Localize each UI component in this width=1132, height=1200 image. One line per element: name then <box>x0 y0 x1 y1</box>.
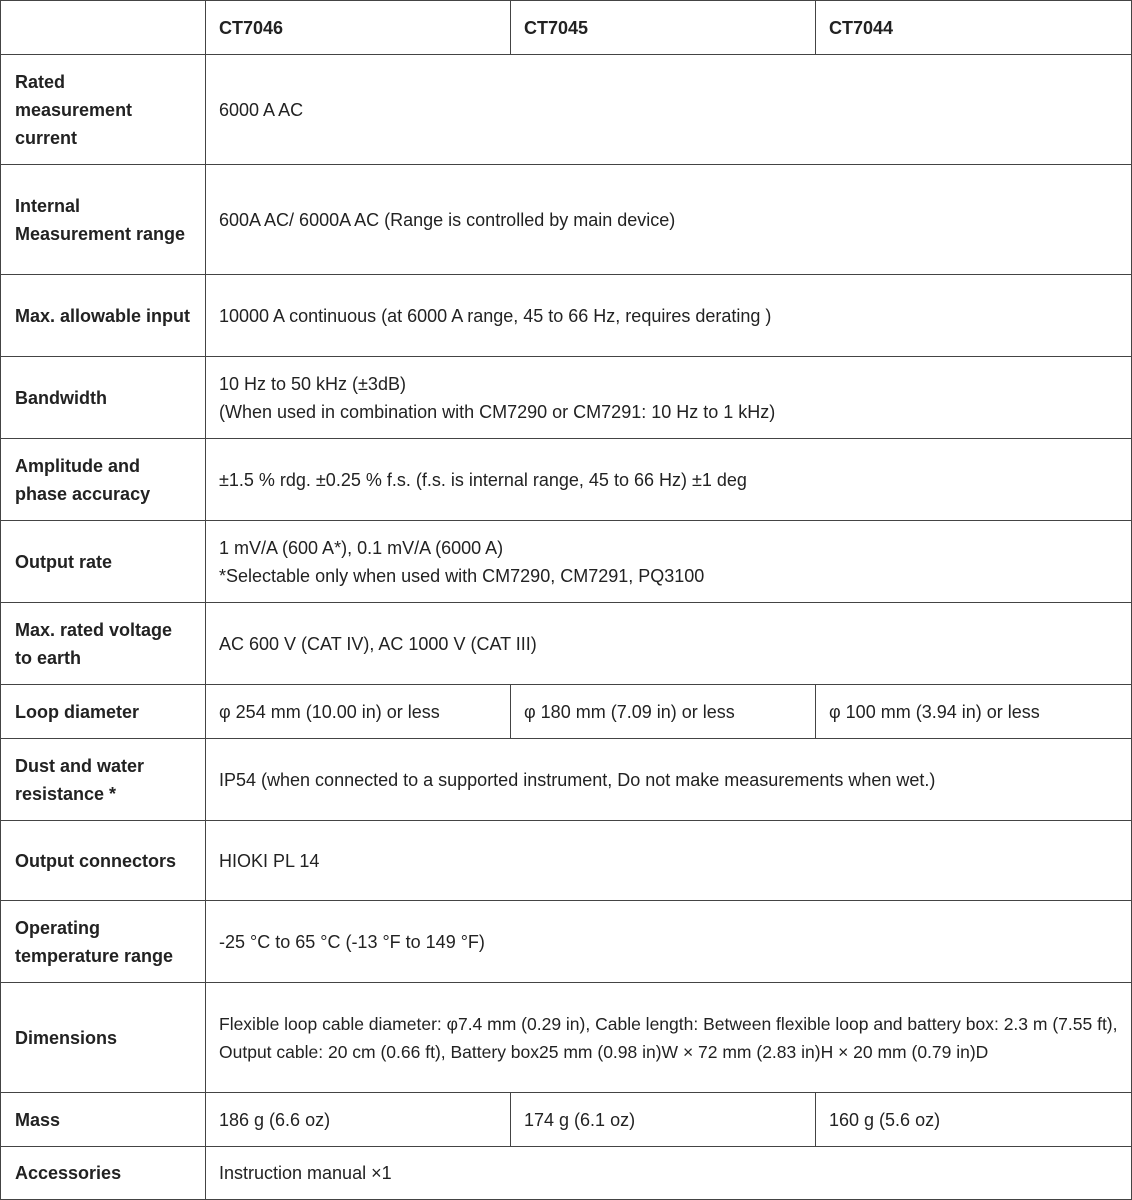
row-value: ±1.5 % rdg. ±0.25 % f.s. (f.s. is internal range, 45 to 66 Hz) ±1 deg <box>206 439 1132 521</box>
row-label: Amplitude and phase accuracy <box>1 439 206 521</box>
row-label: Max. rated voltage to earth <box>1 603 206 685</box>
row-label: Bandwidth <box>1 357 206 439</box>
row-label: Max. allowable input <box>1 275 206 357</box>
table-row <box>1 821 1132 901</box>
table-row <box>1 983 1132 1093</box>
header-ct7045: CT7045 <box>511 1 816 55</box>
header-blank <box>1 1 206 55</box>
table-row <box>1 1147 1132 1200</box>
row-label: Loop diameter <box>1 685 206 739</box>
table-row <box>1 739 1132 821</box>
row-value <box>206 521 1132 603</box>
value-line: 10 Hz to 50 kHz (±3dB) <box>219 373 406 394</box>
header-row <box>1 1 1132 55</box>
table-row <box>1 275 1132 357</box>
header-ct7044: CT7044 <box>816 1 1132 55</box>
row-label: Dimensions <box>1 983 206 1093</box>
table-row <box>1 521 1132 603</box>
row-value-ct7045: 174 g (6.1 oz) <box>511 1093 816 1147</box>
row-value-ct7045: φ 180 mm (7.09 in) or less <box>511 685 816 739</box>
header-ct7046: CT7046 <box>206 1 511 55</box>
row-value-ct7044: 160 g (5.6 oz) <box>816 1093 1132 1147</box>
row-label: Rated measurement current <box>1 55 206 165</box>
row-value-ct7044: φ 100 mm (3.94 in) or less <box>816 685 1132 739</box>
row-label: Accessories <box>1 1147 206 1200</box>
table-row <box>1 1093 1132 1147</box>
row-label: Output rate <box>1 521 206 603</box>
row-value: 600A AC/ 6000A AC (Range is controlled by main device) <box>206 165 1132 275</box>
table-row <box>1 603 1132 685</box>
row-label: Internal Measurement range <box>1 165 206 275</box>
value-line: *Selectable only when used with CM7290, CM7291, PQ3100 <box>219 565 705 586</box>
table-row <box>1 165 1132 275</box>
row-value: IP54 (when connected to a supported instrument, Do not make measurements when wet.) <box>206 739 1132 821</box>
row-value: Instruction manual ×1 <box>206 1147 1132 1200</box>
table-row <box>1 901 1132 983</box>
table-row <box>1 357 1132 439</box>
row-label: Mass <box>1 1093 206 1147</box>
value-line: 1 mV/A (600 A*), 0.1 mV/A (6000 A) <box>219 537 504 558</box>
row-value: 10000 A continuous (at 6000 A range, 45 to 66 Hz, requires derating ) <box>206 275 1132 357</box>
table-row <box>1 439 1132 521</box>
value-line: (When used in combination with CM7290 or CM7291: 10 Hz to 1 kHz) <box>219 401 776 422</box>
row-value: AC 600 V (CAT IV), AC 1000 V (CAT III) <box>206 603 1132 685</box>
table-row <box>1 55 1132 165</box>
row-label: Output connectors <box>1 821 206 901</box>
row-value: Flexible loop cable diameter: φ7.4 mm (0.29 in), Cable length: Between flexible loop and battery box: 2.3 m (7.55 ft), Output cable: 20 cm (0.66 ft), Battery box25 mm (0.98 in)W × 72 mm (2.83 in)H × 20 mm (0.79 in)D <box>206 983 1132 1093</box>
row-value: 6000 A AC <box>206 55 1132 165</box>
row-label: Dust and water resistance * <box>1 739 206 821</box>
row-value <box>206 357 1132 439</box>
row-value-ct7046: φ 254 mm (10.00 in) or less <box>206 685 511 739</box>
row-value: HIOKI PL 14 <box>206 821 1132 901</box>
row-value: -25 °C to 65 °C (-13 °F to 149 °F) <box>206 901 1132 983</box>
row-label: Operating temperature range <box>1 901 206 983</box>
table-row <box>1 685 1132 739</box>
row-value-ct7046: 186 g (6.6 oz) <box>206 1093 511 1147</box>
